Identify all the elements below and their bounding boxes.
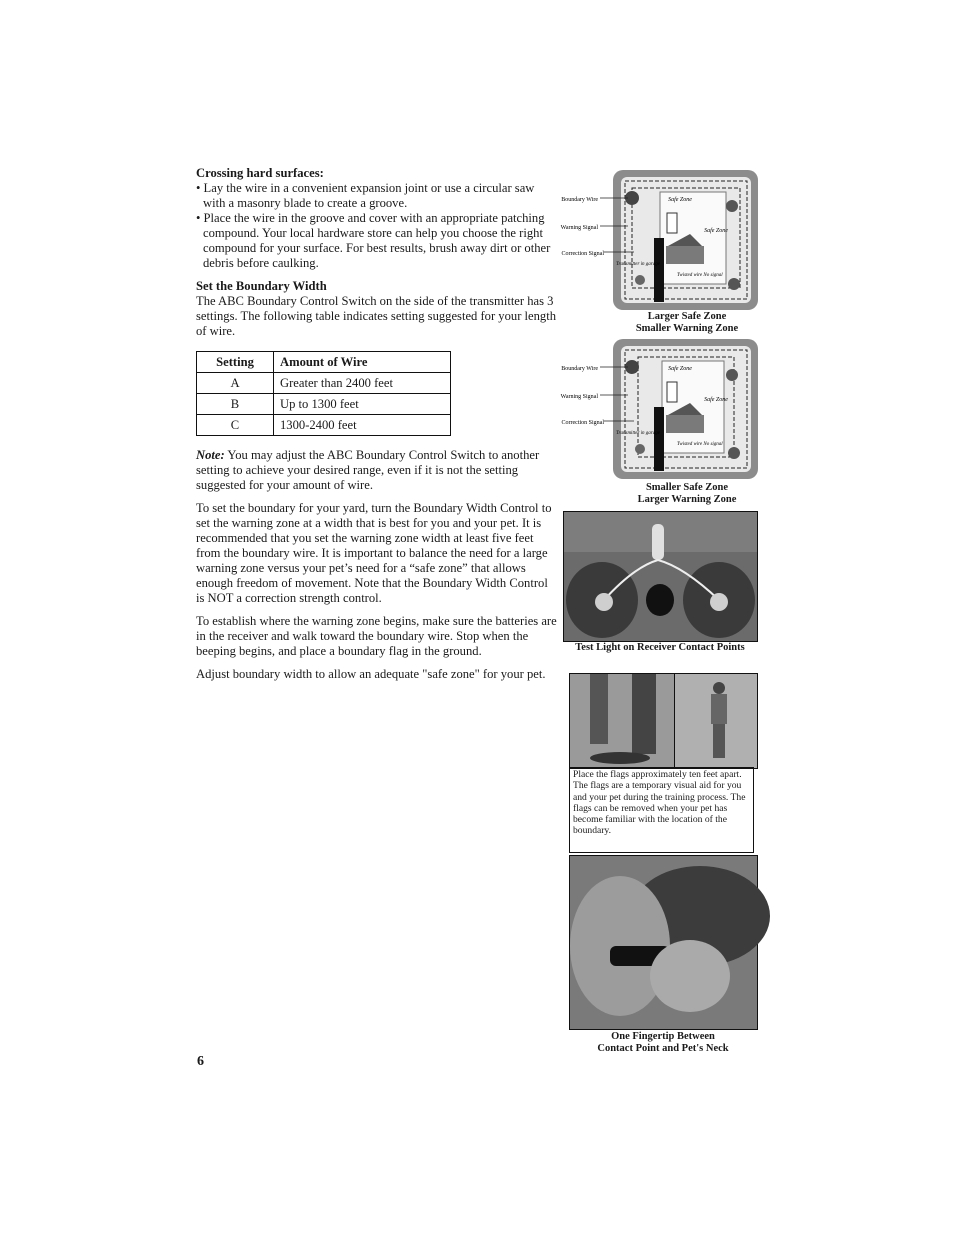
diagram-label-twisted-wire: Twisted wire No signal bbox=[677, 442, 723, 447]
diagram-label-safe-zone: Safe Zone bbox=[704, 397, 728, 403]
table-cell: B bbox=[197, 394, 274, 415]
page-number: 6 bbox=[197, 1054, 204, 1069]
flags-caption: Place the flags approximately ten feet apart. The flags are a temporary visual aid for you and your pet during the training process. The flags can be removed when your pet has become familiar with the location of the boundary. bbox=[569, 767, 754, 853]
table-row bbox=[197, 373, 451, 394]
settings-table bbox=[196, 351, 451, 436]
table-cell: A bbox=[197, 373, 274, 394]
diagram-label-twisted-wire: Twisted wire No signal bbox=[677, 273, 723, 278]
diagram-label-safe-zone: Safe Zone bbox=[668, 197, 692, 203]
crossing-bullet-2: • Place the wire in the groove and cover with an appropriate patching compound. Your local hardware store can help you choose the right compound for your surface. For best results, brush away dirt or other debris before caulking. bbox=[196, 211, 551, 270]
diagram-label-boundary-wire: Boundary Wire bbox=[561, 197, 598, 203]
main-text-column bbox=[196, 166, 558, 682]
table-row bbox=[197, 415, 451, 436]
crossing-heading: Crossing hard surfaces: bbox=[196, 166, 324, 180]
diagram-label-warning-signal: Warning Signal bbox=[560, 225, 598, 231]
fig2-caption-line: Larger Warning Zone bbox=[637, 494, 737, 505]
table-header-row bbox=[197, 352, 451, 373]
note-label: Note: bbox=[196, 448, 225, 462]
body-paragraph: To set the boundary for your yard, turn the Boundary Width Control to set the warning zone at a width that is best for you and your pet. It is recommended that you set the warning zone width at least five feet from the boundary wire. It is important to balance the need for a large warning zone versus your pet’s need for a “safe zone” that allows enough freedom of movement. Note that the Boundary Width Control is NOT a correction strength control. bbox=[196, 501, 552, 605]
yard-diagram-smaller-safe-zone bbox=[560, 337, 760, 481]
note-text: You may adjust the ABC Boundary Control Switch to another setting to achieve your desired range, even if it is not the setting suggested for your amount of wire. bbox=[196, 448, 540, 492]
table-cell: 1300-2400 feet bbox=[274, 415, 451, 436]
fig1-caption-line: Smaller Warning Zone bbox=[635, 323, 739, 334]
fig1-caption-line: Larger Safe Zone bbox=[647, 311, 727, 322]
table-header: Amount of Wire bbox=[274, 352, 451, 373]
diagram-label-transmitter: Transmitter in garage bbox=[616, 262, 660, 267]
fig2-caption-line: Smaller Safe Zone bbox=[645, 482, 729, 493]
diagram-label-correction-signal: Correction Signal bbox=[561, 251, 604, 257]
diagram-label-boundary-wire: Boundary Wire bbox=[561, 366, 598, 372]
boundary-heading: Set the Boundary Width bbox=[196, 279, 327, 293]
table-row bbox=[197, 394, 451, 415]
crossing-bullet-1: • Lay the wire in a convenient expansion joint or use a circular saw with a masonry blade to create a groove. bbox=[196, 181, 535, 210]
flag-placement-photo-right bbox=[674, 673, 758, 769]
collar-fit-photo bbox=[569, 855, 758, 1030]
fingertip-caption-line: One Fingertip Between bbox=[611, 1031, 715, 1042]
yard-diagram-larger-safe-zone bbox=[560, 168, 760, 312]
boundary-intro: The ABC Boundary Control Switch on the side of the transmitter has 3 settings. The following table indicates setting suggested for your length of wire. bbox=[196, 294, 557, 338]
table-cell: C bbox=[197, 415, 274, 436]
fingertip-caption-line: Contact Point and Pet's Neck bbox=[597, 1043, 729, 1054]
body-paragraph: Adjust boundary width to allow an adequate "safe zone" for your pet. bbox=[196, 667, 546, 681]
fig2-caption bbox=[612, 482, 762, 506]
diagram-label-warning-signal: Warning Signal bbox=[560, 394, 598, 400]
diagram-label-safe-zone: Safe Zone bbox=[704, 228, 728, 234]
diagram-label-correction-signal: Correction Signal bbox=[561, 420, 604, 426]
test-light-caption: Test Light on Receiver Contact Points bbox=[575, 642, 745, 653]
diagram-label-safe-zone: Safe Zone bbox=[668, 366, 692, 372]
diagram-label-transmitter: Transmitter in garage bbox=[616, 431, 660, 436]
test-light-photo bbox=[563, 511, 758, 642]
fig1-caption bbox=[612, 311, 762, 335]
flag-placement-photo-left bbox=[569, 673, 676, 769]
table-header: Setting bbox=[197, 352, 274, 373]
note-paragraph bbox=[196, 448, 558, 493]
table-cell: Greater than 2400 feet bbox=[274, 373, 451, 394]
fingertip-caption bbox=[570, 1031, 756, 1055]
table-cell: Up to 1300 feet bbox=[274, 394, 451, 415]
body-paragraph: To establish where the warning zone begins, make sure the batteries are in the receiver and walk toward the boundary wire. Stop when the beeping begins, and place a boundary flag in the ground. bbox=[196, 614, 557, 658]
